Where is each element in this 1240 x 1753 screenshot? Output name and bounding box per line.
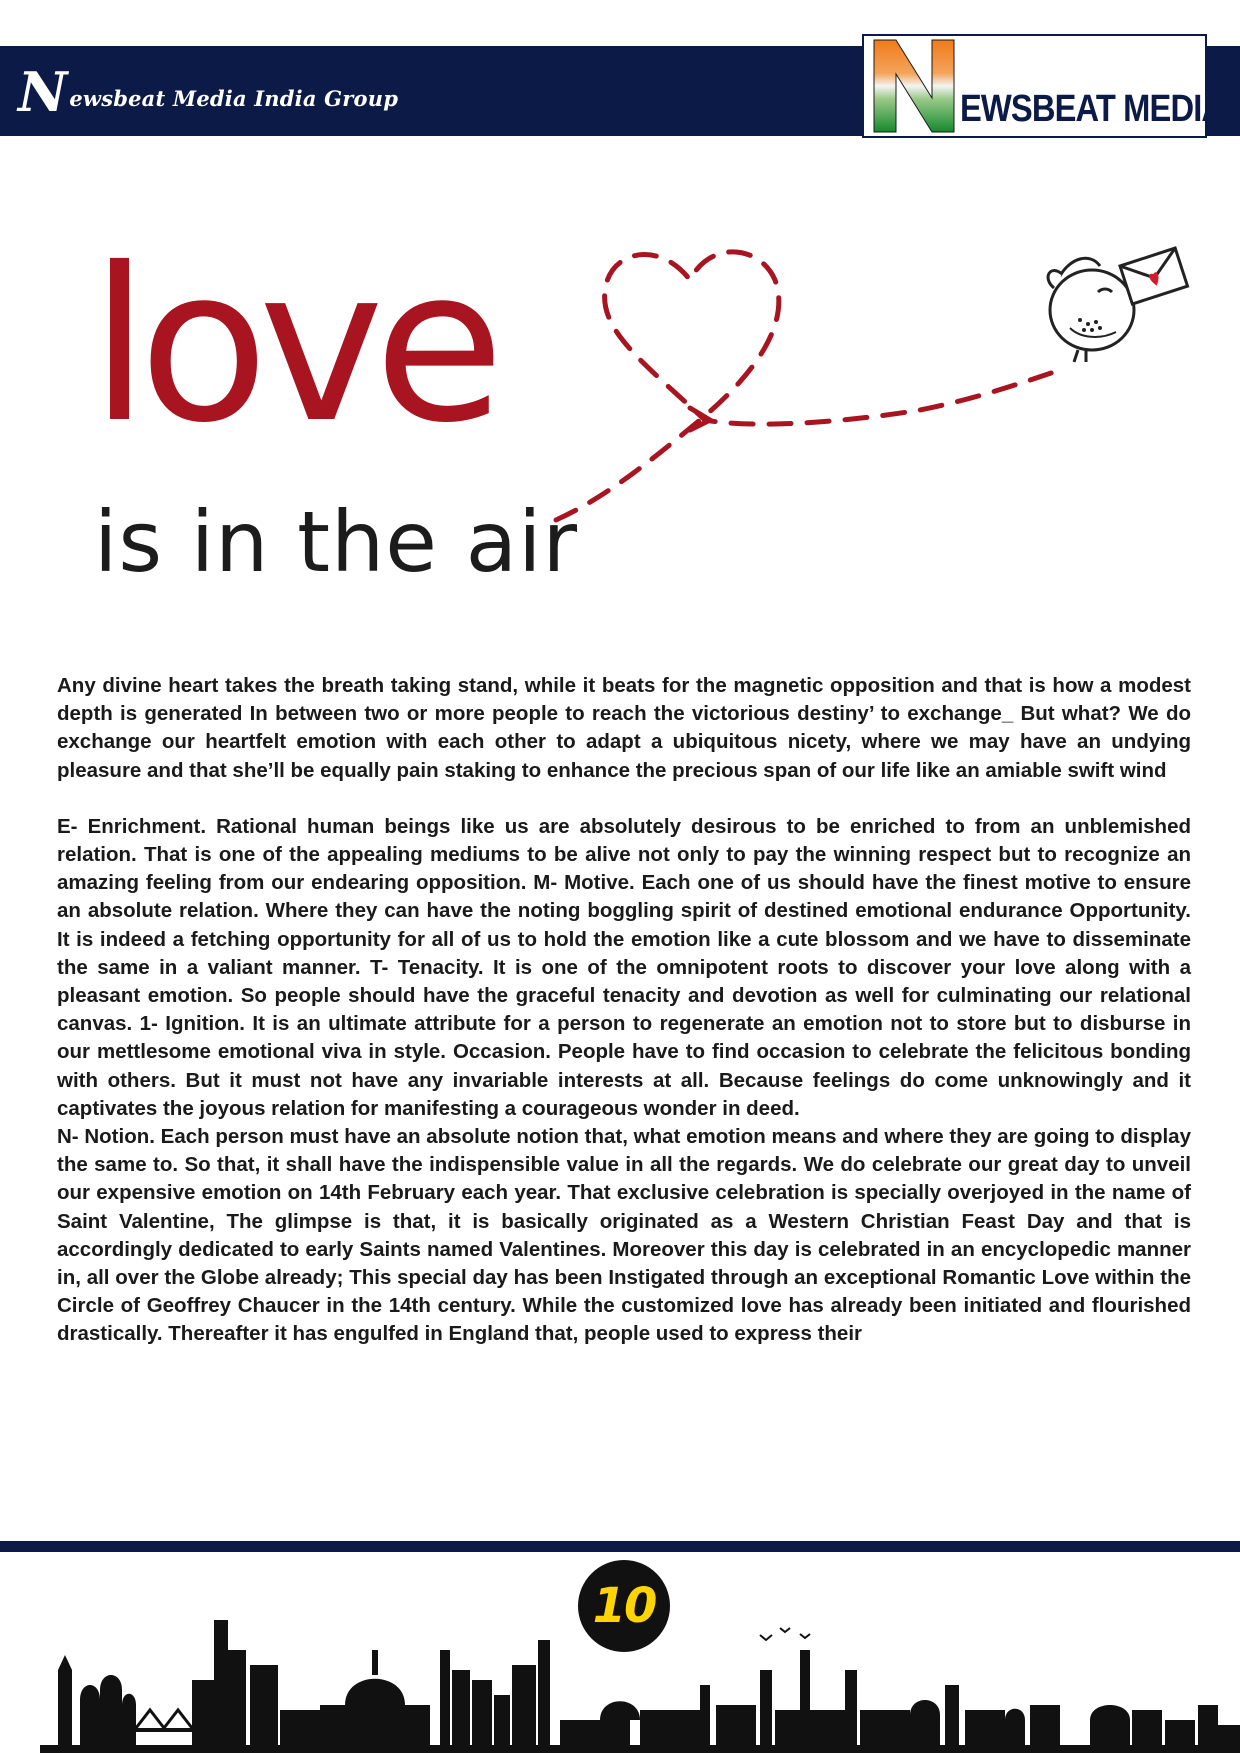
article-body xyxy=(57,672,1191,1349)
footer-rule xyxy=(0,1541,1240,1552)
group-brand xyxy=(18,62,398,122)
logo-text: EWSBEAT MEDIA xyxy=(960,88,1225,130)
bird-with-love-letter-icon xyxy=(1048,248,1187,362)
trail-arrow-icon xyxy=(690,408,710,430)
article-paragraph: E- Enrichment. Rational human beings like us are absolutely desirous to be enriched to from an unblemished relation. That is one of the appealing mediums to be alive not only to pay the winning respect but to recognize an amazing feeling from our endearing opposition. M- Motive. Each one of us should have the finest motive to ensure an absolute relation. Where they can have the noting boggling spirit of destined emotional endurance Opportunity. It is indeed a fetching opportunity for all of us to hold the emotion like a cute blossom and we have to disseminate the same in a valiant manner. T- Tenacity. It is one of the omnipotent roots to discover your love along with a pleasant emotion. So people should have the graceful tenacity and devotion as well for culminating our relational canvas. 1- Ignition. It is an ultimate attribute for a person to regenerate an emotion not to store but to disburse in our mettlesome emotional viva in style. Occasion. People have to find occasion to celebrate the felicitous bonding with others. But it must not have any invariable interests at all. Because feelings do come unknowingly and it captivates the joyous relation for manifesting a courageous wonder in deed. xyxy=(57,814,1191,1120)
hero-title: love xyxy=(90,222,495,469)
hero-subtitle: is in the air xyxy=(94,493,578,591)
article-paragraph: N- Notion. Each person must have an absolute notion that, what emotion means and where they are going to display the same to. So that, it shall have the indispensible value in all the regards. We do celebrate our great day to unveil our expensive emotion on 14th February each year. That exclusive celebration is specially overjoyed in the name of Saint Valentine, The glimpse is that, it is basically originated as a Western Christian Feast Day and that is accordingly dedicated to early Saints named Valentines. Moreover this day is celebrated in an encyclopedic manner in, all over the Globe already; This special day has been Instigated through an exceptional Romantic Love within the Circle of Geoffrey Chaucer in the 14th century. While the customized love has already been initiated and flourished drastically. Thereafter it has engulfed in England that, people used to express their xyxy=(57,1125,1191,1346)
tricolor-n-logo-icon xyxy=(870,36,960,136)
page-number-badge xyxy=(578,1560,670,1652)
birds-icon xyxy=(760,1628,810,1640)
newsbeat-media-logo xyxy=(862,34,1225,138)
group-initial: N xyxy=(18,60,68,124)
article-paragraph: Any divine heart takes the breath taking stand, while it beats for the magnetic opposition and that is how a modest depth is generated In between two or more people to reach the victorious destiny’ to exchange_ But what? We do exchange our heartfelt emotion with each other to adapt a ubiquitous nicety, where we may have an undying pleasure and that she’ll be equally pain staking to enhance the precious span of our life like an amiable swift wind xyxy=(57,674,1191,782)
group-name: ewsbeat Media India Group xyxy=(69,85,399,111)
dashed-heart-trail xyxy=(556,252,1060,520)
page-number: 10 xyxy=(592,1578,656,1634)
